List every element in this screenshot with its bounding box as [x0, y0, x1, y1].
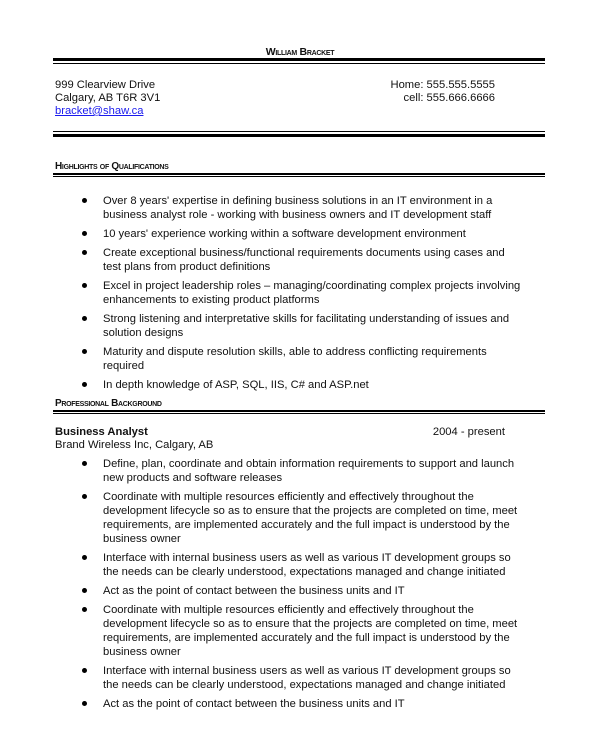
job-title: Business Analyst: [55, 426, 148, 438]
highlights-heading: Highlights of Qualifications: [55, 161, 169, 172]
divider: [53, 413, 545, 414]
divider: [53, 131, 545, 132]
list-item: In depth knowledge of ASP, SQL, IIS, C# and ASP.net: [82, 378, 522, 392]
home-phone: Home: 555.555.5555: [390, 79, 495, 91]
divider: [53, 134, 545, 137]
resume-name: William Bracket: [265, 46, 335, 58]
list-item: Act as the point of contact between the business units and IT: [82, 584, 522, 598]
address-line-1: 999 Clearview Drive: [55, 79, 156, 91]
email-link[interactable]: bracket@shaw.ca: [55, 105, 144, 117]
job-duties-list: [82, 457, 522, 716]
cell-phone: cell: 555.666.6666: [403, 92, 495, 104]
highlights-list: [82, 194, 522, 397]
list-item: Maturity and dispute resolution skills, able to address conflicting requirements required: [82, 345, 522, 373]
divider: [53, 410, 545, 412]
background-heading: Professional Background: [55, 398, 162, 409]
list-item: Strong listening and interpretative skills for facilitating understanding of issues and solution designs: [82, 312, 522, 340]
address-line-2: Calgary, AB T6R 3V1: [55, 92, 161, 104]
list-item: Act as the point of contact between the business units and IT: [82, 697, 522, 711]
list-item: Excel in project leadership roles – managing/coordinating complex projects involving enhancements to existing product platforms: [82, 279, 522, 307]
divider: [53, 58, 545, 61]
contact-phones: [390, 79, 495, 105]
contact-address: [55, 79, 160, 118]
list-item: Interface with internal business users as well as various IT development groups so the needs can be clearly understood, expectations managed and change initiated: [82, 551, 522, 579]
divider: [53, 176, 545, 177]
list-item: 10 years' experience working within a software development environment: [82, 227, 522, 241]
list-item: Over 8 years' expertise in defining business solutions in an IT environment in a business analyst role - working with business owners and IT development staff: [82, 194, 522, 222]
list-item: Define, plan, coordinate and obtain information requirements to support and launch new products and software releases: [82, 457, 522, 485]
list-item: Interface with internal business users as well as various IT development groups so the needs can be clearly understood, expectations managed and change initiated: [82, 664, 522, 692]
list-item: Create exceptional business/functional requirements documents using cases and test plans from product definitions: [82, 246, 522, 274]
divider: [53, 63, 545, 64]
job-company: Brand Wireless Inc, Calgary, AB: [55, 439, 214, 451]
list-item: Coordinate with multiple resources efficiently and effectively throughout the development lifecycle so as to ensure that the projects are completed on time, meet requirements, are implemented accurately and the full impact is understood by the business owner: [82, 490, 522, 546]
list-item: Coordinate with multiple resources efficiently and effectively throughout the development lifecycle so as to ensure that the projects are completed on time, meet requirements, are implemented accurately and the full impact is understood by the business owner: [82, 603, 522, 659]
job-entry: [55, 426, 545, 452]
job-dates: 2004 - present: [432, 426, 505, 438]
divider: [53, 173, 545, 175]
